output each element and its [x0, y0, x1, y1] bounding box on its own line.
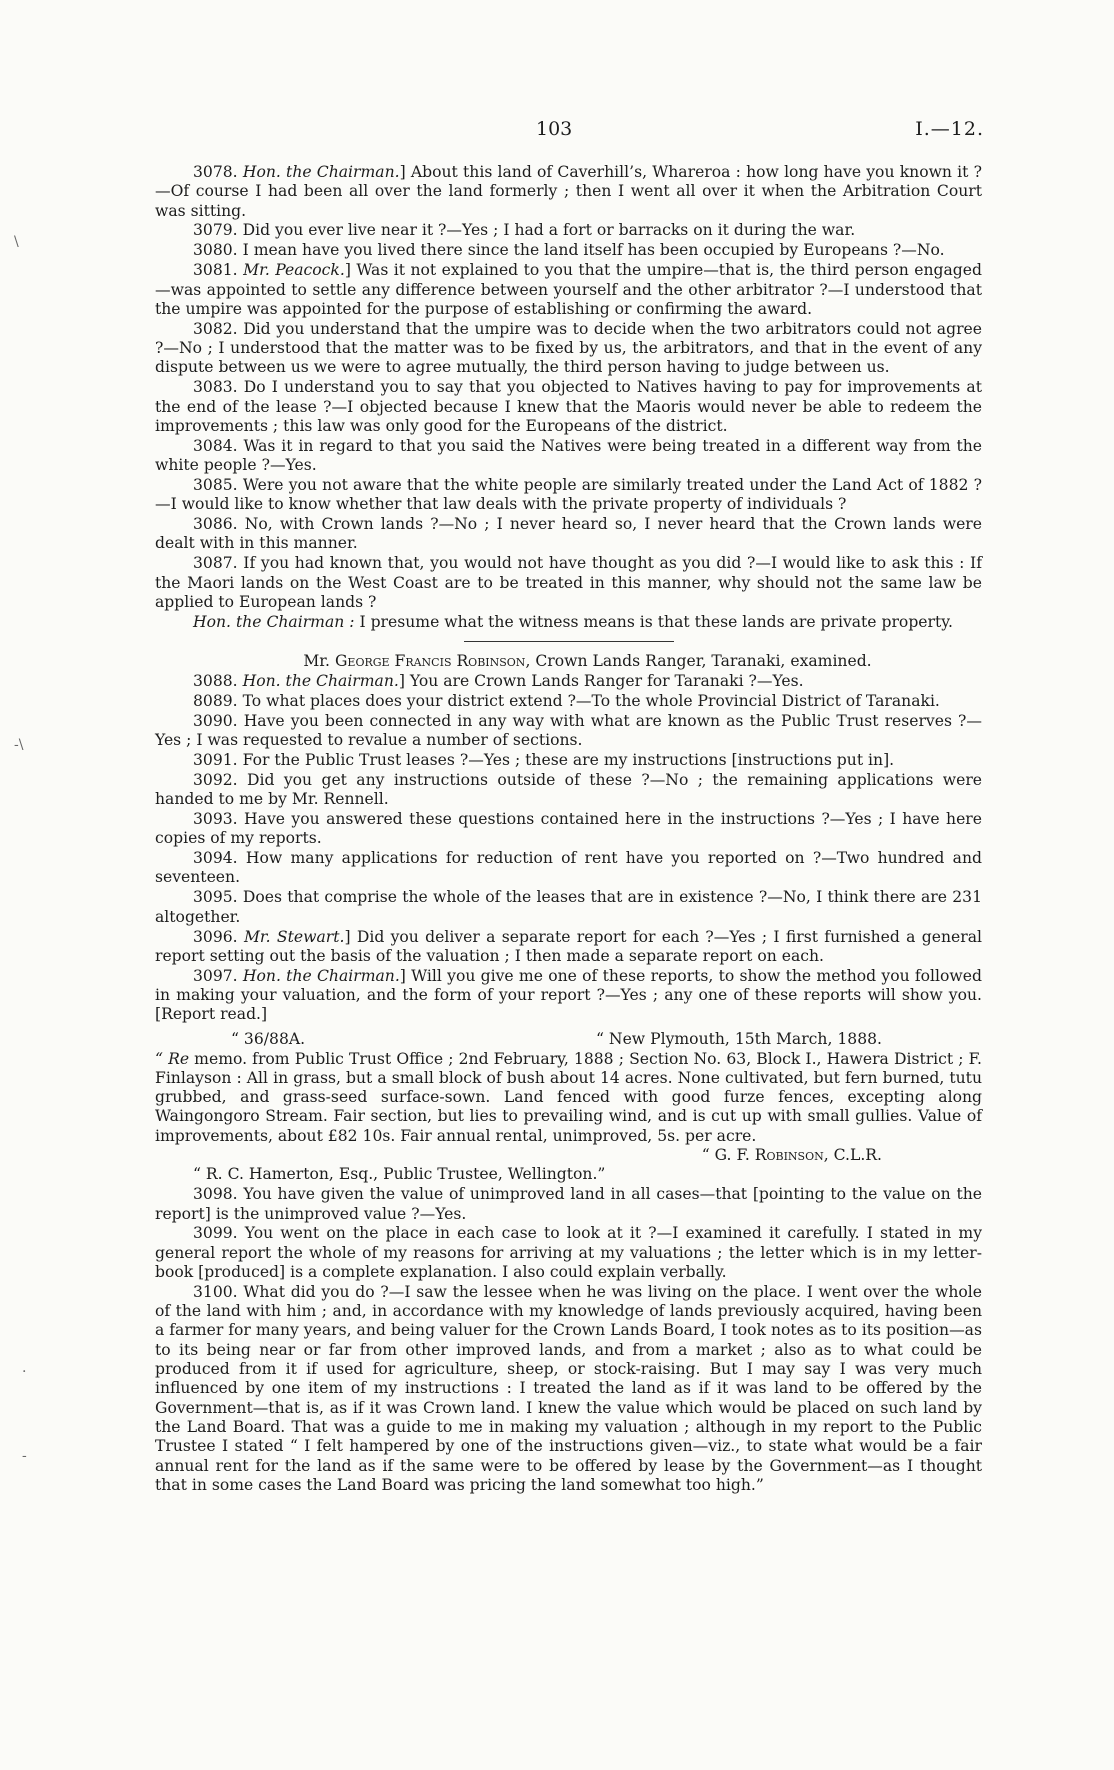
testimony-paragraph: 3079. Did you ever live near it ?—Yes ; I had a fort or barracks on it during the war. [193, 221, 856, 240]
testimony-paragraph: 3082. Did you understand that the umpire was to decide when the two arbitrators could not agree ?—No ; I understood that the matter was to be fixed by us, the arbitrators, and that in the event of any dispute between us we were to agree mutually, the third person having to judge between us. [155, 319, 982, 377]
document-reference: I.—12. [915, 118, 984, 140]
testimony-paragraph: 3078. Hon. the Chairman.] About this land of Caverhill’s, Whareroa : how long have you known it ?—Of course I had been all over the land formerly ; then I went all over it when the Arbitration Court was sitting. [155, 163, 982, 220]
report-addressee: “ R. C. Hamerton, Esq., Public Trustee, Wellington.” [193, 1165, 606, 1184]
margin-mark: . [22, 1360, 27, 1376]
report-place-date: “ New Plymouth, 15th March, 1888. [596, 1029, 882, 1048]
witness-heading: Mr. George Francis Robinson, Crown Lands Ranger, Taranaki, examined. [303, 652, 872, 671]
margin-mark: - [22, 1448, 27, 1464]
testimony-paragraph: 3084. Was it in regard to that you said the Natives were being treated in a different way from the white people ?—Yes. [155, 436, 982, 475]
margin-mark: \ [14, 234, 19, 250]
testimony-paragraph: 3088. Hon. the Chairman.] You are Crown Lands Ranger for Taranaki ?—Yes. [193, 671, 804, 690]
testimony-paragraph: 3098. You have given the value of unimproved land in all cases—that [pointing to the value on the report] is the unimproved value ?—Yes. [155, 1185, 982, 1223]
testimony-paragraph: 3081. Mr. Peacock.] Was it not explained to you that the umpire—that is, the third person engaged—was appointed to settle any difference between yourself and the other arbitrator ?—I understood that the umpire was appointed for the purpose of establishing or confirming the award. [155, 261, 983, 318]
testimony-paragraph: 3080. I mean have you lived there since the land itself has been occupied by Europeans ?—No. [193, 241, 945, 260]
testimony-section-1 [155, 163, 982, 632]
testimony-paragraph: Hon. the Chairman : I presume what the witness means is that these lands are private property. [193, 612, 953, 631]
testimony-paragraph: 3093. Have you answered these questions contained here in the instructions ?—Yes ; I have here copies of my reports. [155, 810, 982, 848]
testimony-paragraph: 3091. For the Public Trust leases ?—Yes ; these are my instructions [instructions put in]. [193, 750, 895, 769]
testimony-paragraph: 8089. To what places does your district extend ?—To the whole Provincial District of Taranaki. [193, 691, 940, 710]
testimony-paragraph: 3087. If you had known that, you would not have thought as you did ?—I would like to ask this : If the Maori lands on the West Coast are to be treated in this manner, why should not the same law be applied to European lands ? [155, 554, 982, 611]
testimony-section-2 [155, 672, 982, 1025]
testimony-paragraph: 3094. How many applications for reduction of rent have you reported on ?—Two hundred and seventeen. [155, 849, 982, 887]
testimony-paragraph: 3100. What did you do ?—I saw the lessee when he was living on the place. I went over the whole of the land with him ; and, in accordance with my knowledge of lands previously acquired, having been a farmer for many years, and being valuer for the Crown Lands Board, I took notes as to its position—as to its being near or far from other improved lands, and from a market ; also as to what could be produced from it if used for agriculture, sheep, or stock-raising. But I may say I was very much influenced by one item of my instructions : I treated the land as if it was land to be offered by the Government—that is, as if it was Crown land. I knew the value which would be placed on such land by the Land Board. That was a guide to me in making my valuation ; although in my report to the Public Trustee I stated “ I felt hampered by one of the instructions given—viz., to state what would be a fair annual rent for the land as if the same were to be offered by lease by the Government—as I thought that in some cases the Land Board was pricing the land somewhat too high.” [155, 1282, 982, 1494]
testimony-paragraph: 3095. Does that comprise the whole of the leases that are in existence ?—No, I think there are 231 altogether. [155, 888, 982, 926]
testimony-paragraph: 3092. Did you get any instructions outside of these ?—No ; the remaining applications were handed to me by Mr. Rennell. [155, 770, 982, 809]
testimony-paragraph: 3096. Mr. Stewart.] Did you deliver a separate report for each ?—Yes ; I first furnished a general report setting out the basis of the valuation ; I then made a separate report on each. [155, 927, 982, 965]
report-heading [155, 1030, 982, 1049]
document-body [155, 163, 982, 1496]
page-header [0, 118, 1114, 142]
testimony-paragraph: 3097. Hon. the Chairman.] Will you give me one of these reports, to show the method you followed in making your valuation, and the form of your report ?—Yes ; any one of these reports will show you. [Report read.] [155, 966, 982, 1024]
report-signature: “ G. F. Robinson, C.L.R. [701, 1146, 882, 1165]
report-body: “ Re memo. from Public Trust Office ; 2nd February, 1888 ; Section No. 63, Block I., Hawera District ; F. Finlayson : All in grass, but a small block of bush about 14 acres. None cultivated, but fern burned, tutu grubbed, and grass-seed surface-sown. Land fenced with good furze fences, excepting along Waingongoro Stream. Fair section, but lies to prevailing wind, and is cut up with small gullies. Value of improvements, about £82 10s. Fair annual rental, unimproved, 5s. per acre. “ G. F. Robinson, C.L.R. [155, 1049, 982, 1165]
witness-name: George Francis Robinson [334, 652, 526, 671]
testimony-paragraph: 3083. Do I understand you to say that you objected to Natives having to pay for improvements at the end of the lease ?—I objected because I knew that the Maoris would never be able to redeem the improvements ; this law was only good for the Europeans of the district. [155, 378, 982, 435]
section-divider [464, 641, 674, 642]
testimony-paragraph: 3086. No, with Crown lands ?—No ; I never heard so, I never heard that the Crown lands were dealt with in this manner. [155, 515, 982, 553]
report-reference: “ 36/88A. [231, 1029, 306, 1048]
testimony-section-3 [155, 1185, 982, 1495]
testimony-paragraph: 3099. You went on the place in each case to look at it ?—I examined it carefully. I stated in my general report the whole of my reasons for arriving at my valuations ; the letter which is in my letter-book [produced] is a complete explanation. I also could explain verbally. [155, 1224, 982, 1281]
page-number: 103 [536, 118, 573, 140]
testimony-paragraph: 3085. Were you not aware that the white people are similarly treated under the Land Act of 1882 ?—I would like to know whether that law deals with the private property of individuals ? [155, 475, 982, 514]
quoted-report [155, 1030, 982, 1185]
margin-mark: -\ [14, 737, 24, 753]
testimony-paragraph: 3090. Have you been connected in any way with what are known as the Public Trust reserves ?—Yes ; I was requested to revalue a number of sections. [155, 711, 982, 750]
